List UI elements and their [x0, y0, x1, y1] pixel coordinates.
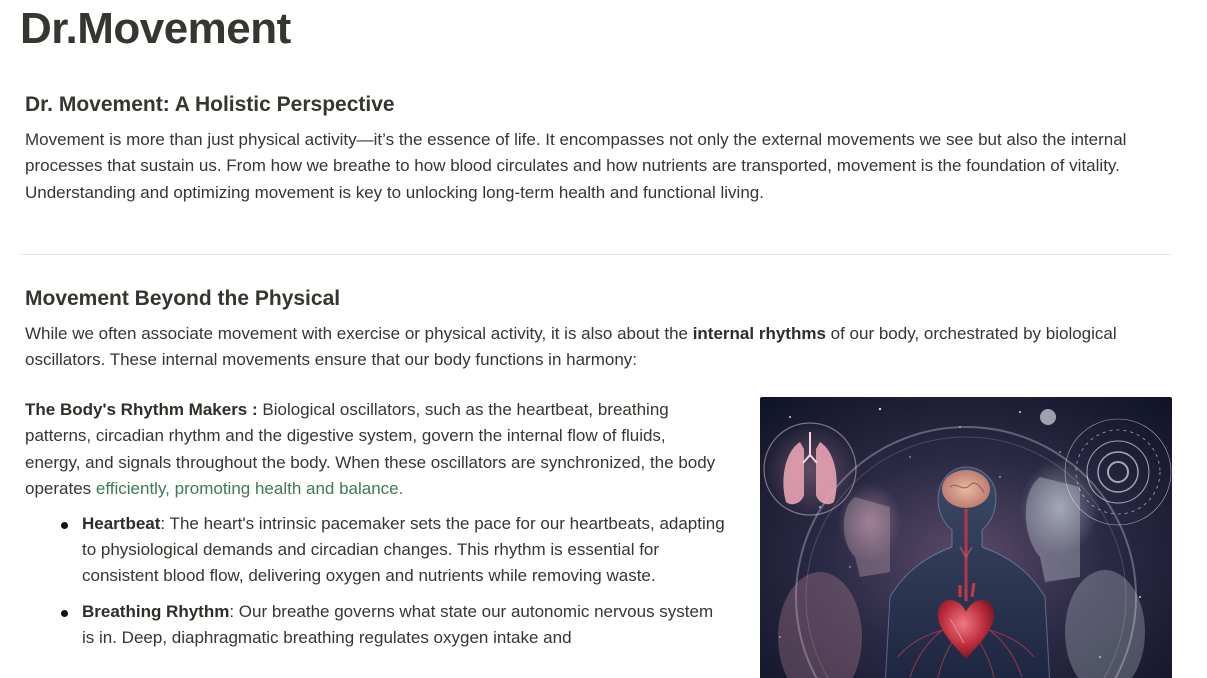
body-emphasis-internal-rhythms: internal rhythms: [692, 324, 826, 343]
human-anatomy-illustration-icon: [760, 397, 1172, 678]
rhythm-list: [25, 511, 725, 652]
section-body-holistic: Movement is more than just physical activity—it’s the essence of life. It encompasses not only the external movements we see but also the internal processes that sustain us. From how we breathe to how blood circulates and how nutrients are transported, movement is the foundation of vitality. Understanding and optimizing movement is key to unlocking long-term health and functional living.: [25, 130, 1127, 202]
rhythm-makers-link[interactable]: efficiently, promoting health and balance.: [95, 479, 404, 499]
bullet-icon: [61, 610, 68, 617]
body-text-end: of our body, orchestrated by biological oscillators. These internal movements ensure that our body functions in harmony:: [25, 324, 1117, 370]
list-item-heartbeat: [82, 511, 725, 590]
body-rhythm-illustration: [760, 397, 1172, 678]
rhythm-makers-paragraph: [25, 397, 725, 503]
list-item-title: Breathing Rhythm: [82, 601, 230, 621]
rhythm-makers-title: The Body's Rhythm Makers :: [25, 400, 258, 419]
list-item-breathing-rhythm: [82, 599, 725, 652]
list-item-text: : Our breathe governs what state our autonomic nervous system is in. Deep, diaphragmatic breathing regulates oxygen intake and: [82, 601, 714, 648]
rhythm-makers-text: Biological oscillators, such as the heartbeat, breathing patterns, circadian rhythm and the digestive system, govern the internal flow of fluids, energy, and signals throughout the body. When these oscillators are synchronized, the body operates: [25, 400, 716, 499]
section-heading-holistic: Dr. Movement: A Holistic Perspective: [25, 93, 395, 116]
section-heading-beyond-physical: Movement Beyond the Physical: [25, 287, 341, 310]
site-title[interactable]: Dr.Movement: [20, 4, 291, 53]
list-item-text: : The heart's intrinsic pacemaker sets the pace for our heartbeats, adapting to physiological demands and circadian changes. This rhythm is essential for consistent blood flow, delivering oxygen and nutrients while removing waste.: [82, 513, 725, 586]
section-divider: [21, 254, 1172, 255]
body-text-start: While we often associate movement with exercise or physical activity, it is also about the: [25, 324, 693, 343]
rhythm-makers-block: [25, 397, 725, 661]
section-body-beyond-physical: [25, 321, 1145, 374]
bullet-icon: [61, 522, 68, 529]
list-item-title: Heartbeat: [82, 513, 161, 533]
